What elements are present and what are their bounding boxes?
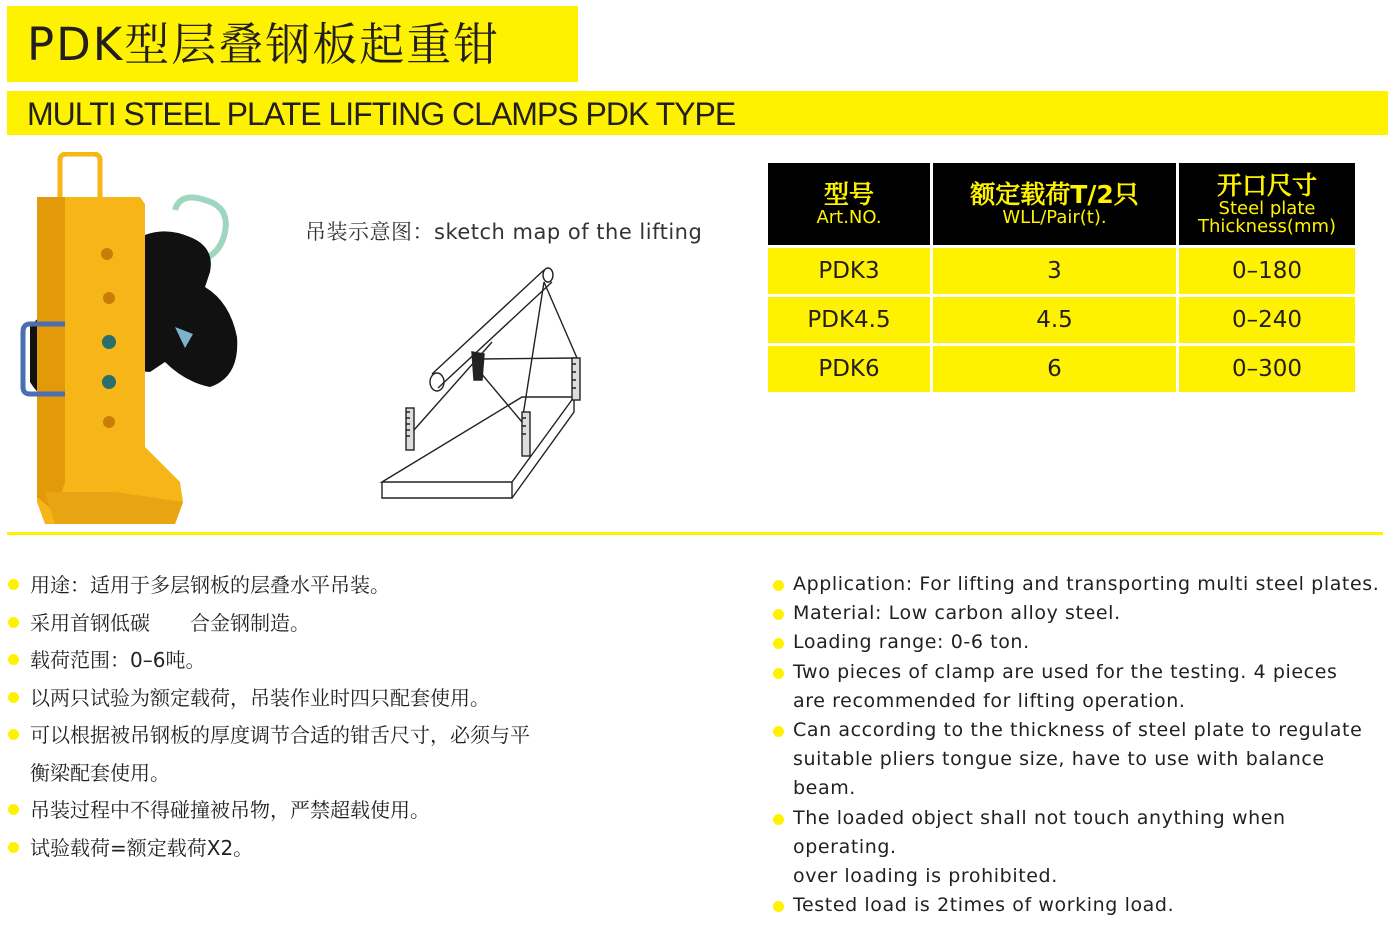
note-text: Application: For lifting and transporting multi steel plates. [793, 573, 1380, 595]
page-subtitle: MULTI STEEL PLATE LIFTING CLAMPS PDK TYPE [27, 96, 736, 132]
list-item [773, 658, 1393, 687]
note-text: 吊装过程中不得碰撞被吊物，严禁超载使用。 [30, 798, 430, 822]
list-item [773, 570, 1393, 599]
list-item [8, 567, 608, 605]
bullet-dot-icon [773, 638, 784, 649]
bullet-dot-icon [8, 692, 19, 703]
header-en: WLL/Pair(t). [1002, 207, 1107, 228]
header-wll [933, 163, 1176, 245]
header-en: Steel plate [1218, 198, 1316, 219]
lifting-sketch-diagram [372, 262, 594, 508]
note-text: Material: Low carbon alloy steel. [793, 602, 1121, 625]
header-en: Thickness(mm) [1197, 216, 1337, 237]
subtitle-banner [7, 91, 1388, 135]
note-text: 可以根据被吊钢板的厚度调节合适的钳舌尺寸，必须与平 [30, 723, 530, 747]
cell-model: PDK6 [768, 346, 930, 392]
note-text: are recommended for lifting operation. [793, 689, 1186, 712]
spec-table [765, 160, 1358, 395]
list-item [773, 716, 1393, 745]
bullet-dot-icon [773, 668, 784, 679]
header-thickness [1179, 163, 1355, 245]
table-row [768, 346, 1355, 392]
cell-thickness: 0–180 [1179, 248, 1355, 294]
list-item [8, 830, 608, 868]
clamp-product-image [15, 152, 245, 527]
header-art-no [768, 163, 930, 245]
notes-list-chinese [8, 567, 608, 867]
page-title: PDK型层叠钢板起重钳 [27, 18, 501, 71]
note-text: Tested load is 2times of working load. [793, 894, 1175, 917]
cell-wll: 6 [933, 346, 1176, 392]
list-item-continued [773, 862, 1393, 891]
title-banner [7, 6, 578, 82]
cell-thickness: 0–240 [1179, 297, 1355, 343]
table-header-row [768, 163, 1355, 245]
header-cn: 开口尺寸 [1216, 171, 1317, 200]
list-item [8, 792, 608, 830]
note-text: over loading is prohibited. [793, 865, 1058, 888]
table-row [768, 248, 1355, 294]
note-text: 用途：适用于多层钢板的层叠水平吊装。 [30, 573, 390, 597]
bullet-dot-icon [8, 842, 19, 853]
notes-list-english [773, 570, 1393, 920]
list-item-continued [773, 745, 1393, 803]
list-item [773, 599, 1393, 628]
note-text: Loading range: 0-6 ton. [793, 631, 1030, 654]
bullet-dot-icon [8, 579, 19, 590]
note-text: 采用首钢低碳 合金钢制造。 [30, 610, 310, 635]
list-item [773, 891, 1393, 920]
cell-wll: 4.5 [933, 297, 1176, 343]
list-item [8, 680, 608, 718]
cell-wll: 3 [933, 248, 1176, 294]
note-text: The loaded object shall not touch anything when operating. [793, 806, 1286, 858]
list-item-continued [773, 687, 1393, 716]
cell-thickness: 0–300 [1179, 346, 1355, 392]
list-item [773, 628, 1393, 657]
header-cn: 额定载荷T/2只 [970, 180, 1139, 209]
bullet-dot-icon [773, 580, 784, 591]
note-text: 试验载荷=额定载荷X2。 [30, 835, 254, 860]
note-text: Two pieces of clamp are used for the testing. 4 pieces [793, 660, 1338, 683]
header-cn: 型号 [823, 180, 874, 209]
cell-model: PDK4.5 [768, 297, 930, 343]
bullet-dot-icon [8, 804, 19, 815]
list-item [8, 717, 608, 755]
bullet-dot-icon [773, 726, 784, 737]
sketch-caption: 吊装示意图：sketch map of the lifting [305, 220, 703, 244]
list-item [8, 605, 608, 643]
bullet-dot-icon [773, 814, 784, 825]
note-text: 以两只试验为额定载荷，吊装作业时四只配套使用。 [30, 685, 490, 710]
section-divider [7, 532, 1383, 535]
table-row [768, 297, 1355, 343]
bullet-dot-icon [773, 901, 784, 912]
list-item [773, 804, 1393, 862]
bullet-dot-icon [773, 609, 784, 620]
note-text: suitable pliers tongue size, have to use with balance beam. [793, 748, 1325, 800]
cell-model: PDK3 [768, 248, 930, 294]
bullet-dot-icon [8, 729, 19, 740]
list-item [8, 642, 608, 680]
bullet-dot-icon [8, 617, 19, 628]
note-text: 载荷范围：0–6吨。 [30, 648, 206, 672]
bullet-dot-icon [8, 654, 19, 665]
list-item-continued [8, 755, 608, 793]
note-text: Can according to the thickness of steel plate to regulate [793, 719, 1363, 742]
header-en: Art.NO. [816, 207, 882, 228]
note-text: 衡梁配套使用。 [30, 760, 170, 785]
